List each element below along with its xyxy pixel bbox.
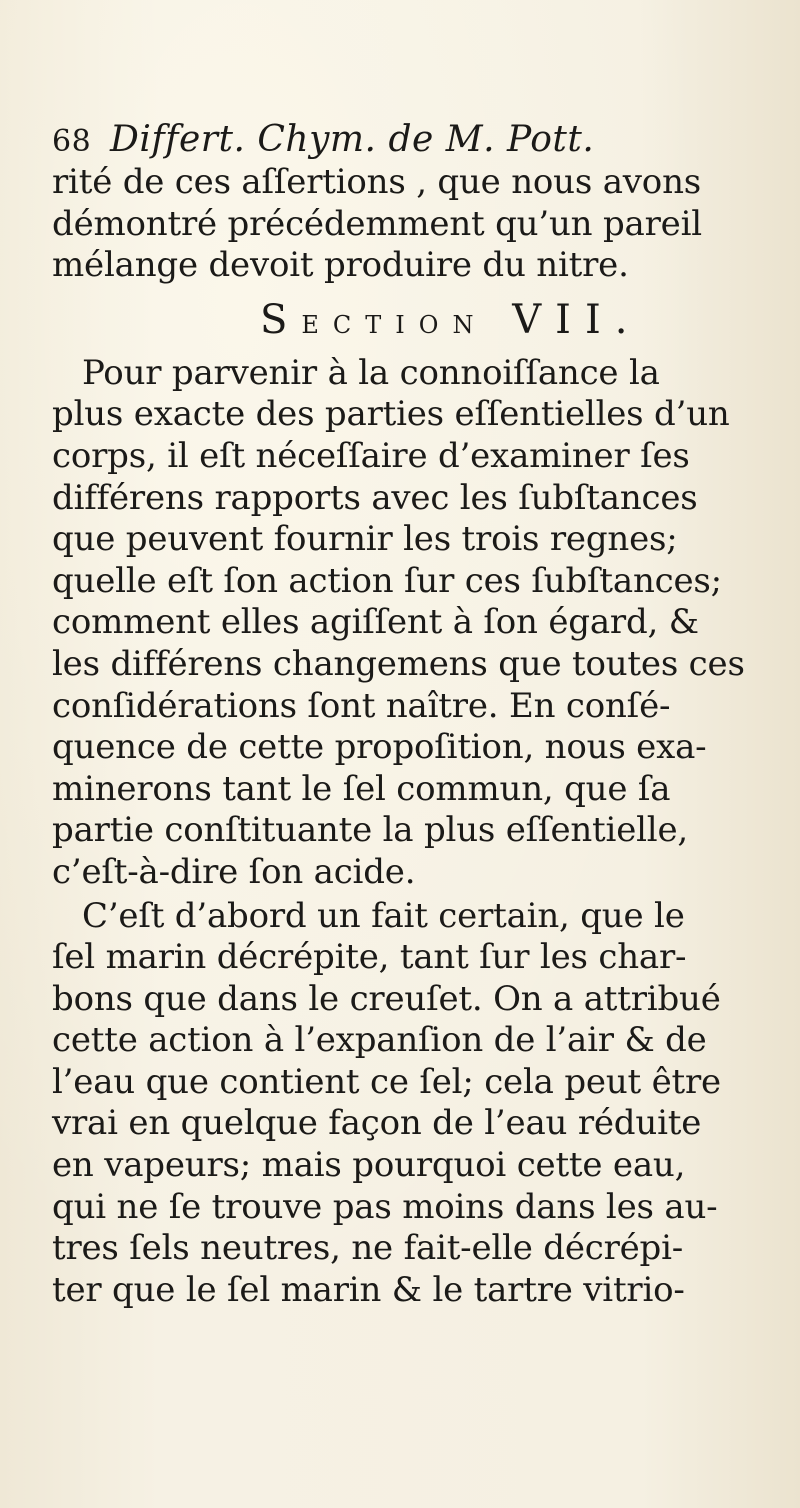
text-line: bons que dans le creuſet. On a attribué bbox=[52, 978, 721, 1019]
page-number: 68 bbox=[52, 124, 92, 159]
text-line: c’eſt-à-dire ſon acide. bbox=[52, 851, 416, 892]
text-line: rité de ces aſſertions , que nous avons bbox=[52, 162, 702, 202]
paragraph-2 bbox=[52, 896, 772, 1312]
text-line: comment elles agiſſent à ſon égard, & bbox=[52, 602, 699, 643]
text-line: l’eau que contient ce ſel; cela peut être bbox=[52, 1061, 721, 1102]
text-line: C’eſt d’abord un fait certain, que le bbox=[82, 895, 685, 936]
text-line: ter que le ſel marin & le tartre vitrio- bbox=[52, 1269, 685, 1310]
text-line: que peuvent fournir les trois regnes; bbox=[52, 519, 678, 560]
text-line: ſel marin décrépite, tant ſur les char- bbox=[52, 937, 687, 978]
text-line: les différens changemens que toutes ces bbox=[52, 643, 745, 684]
text-line: mélange devoit produire du nitre. bbox=[52, 245, 629, 286]
text-line: vrai en quelque façon de l’eau réduite bbox=[52, 1103, 702, 1144]
text-line: quelle eſt ſon action ſur ces ſubſtances; bbox=[52, 560, 722, 601]
text-line: démontré précédemment qu’un pareil bbox=[52, 203, 702, 244]
text-line: Pour parvenir à la connoiſſance la bbox=[82, 352, 660, 393]
text-line: plus exacte des parties eſſentielles d’un bbox=[52, 394, 730, 435]
text-line: différens rapports avec les ſubſtances bbox=[52, 477, 698, 518]
text-line: minerons tant le ſel commun, que ſa bbox=[52, 768, 671, 809]
text-line: qui ne ſe trouve pas moins dans les au- bbox=[52, 1186, 718, 1227]
text-line: tres ſels neutres, ne fait-elle décrépi- bbox=[52, 1228, 684, 1269]
text-line: partie conſtituante la plus eſſentielle, bbox=[52, 810, 688, 851]
carryover-text bbox=[52, 162, 772, 287]
running-header bbox=[52, 118, 772, 162]
text-line: corps, il eſt néceſſaire d’examiner ſes bbox=[52, 435, 690, 476]
text-line: cette action à l’expanſion de l’air & de bbox=[52, 1020, 707, 1061]
section-word-rest: ECTION bbox=[301, 310, 488, 339]
section-numeral: VII. bbox=[512, 296, 642, 343]
running-title: Differt. Chym. de M. Pott. bbox=[109, 119, 595, 160]
section-heading bbox=[52, 287, 772, 353]
text-line: conſidérations ſont naître. En conſé- bbox=[52, 685, 671, 726]
text-line: en vapeurs; mais pourquoi cette eau, bbox=[52, 1145, 686, 1186]
text-line: quence de cette propoſition, nous exa- bbox=[52, 727, 707, 768]
paragraph-1 bbox=[52, 353, 772, 894]
section-first-letter: S bbox=[260, 296, 302, 343]
page-text bbox=[52, 118, 772, 1311]
